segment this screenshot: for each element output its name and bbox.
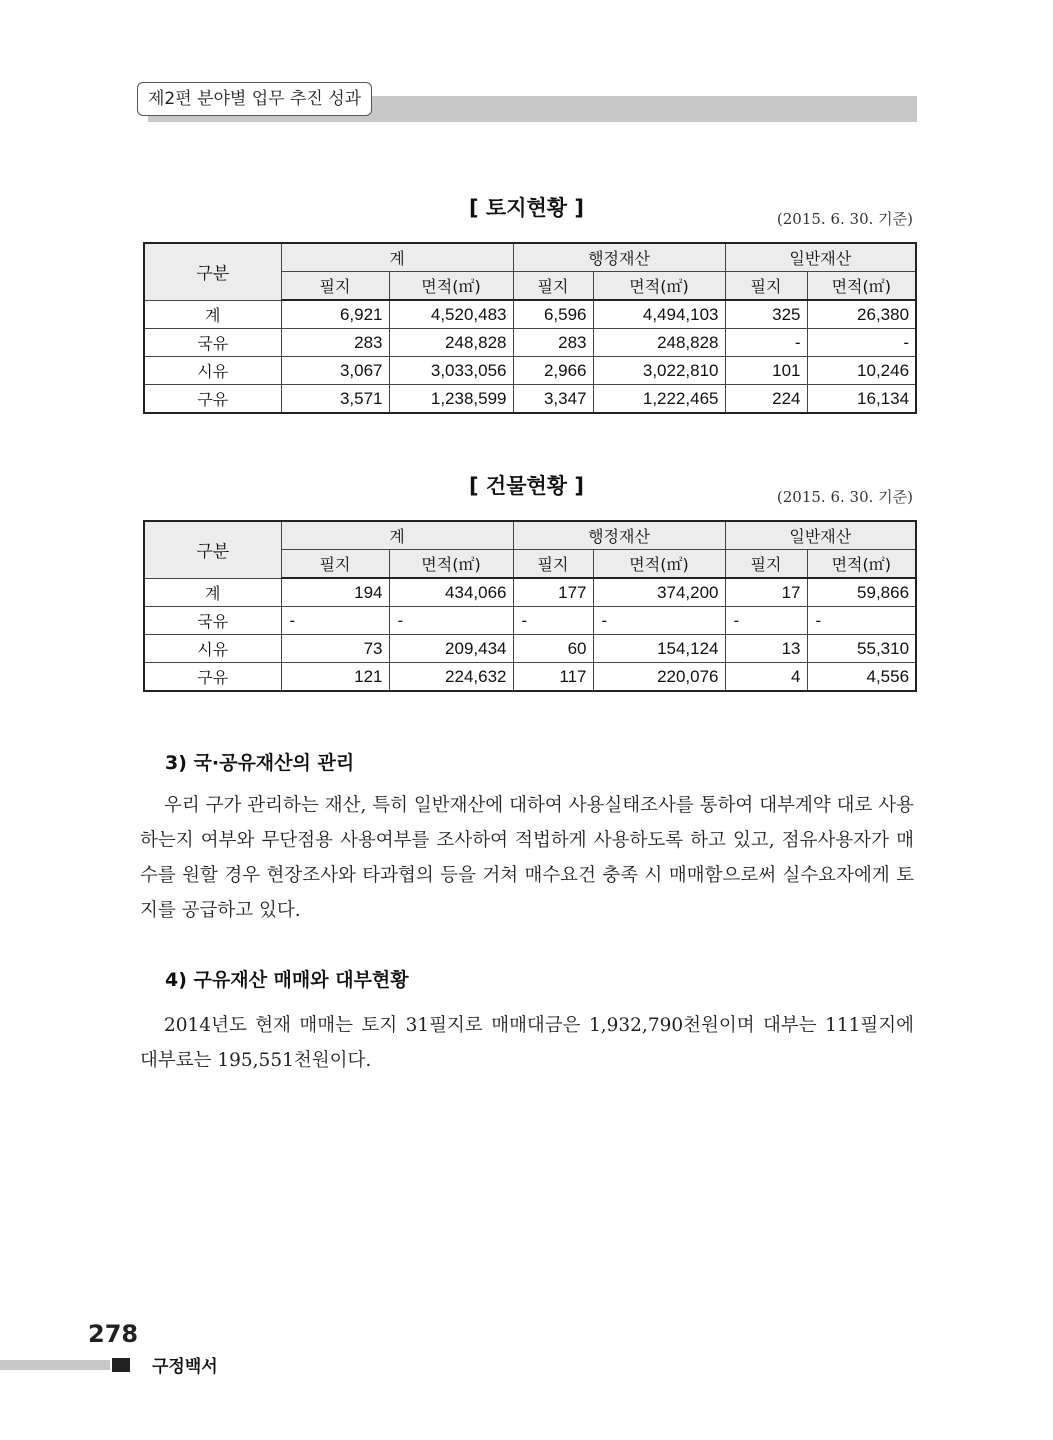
- sub-header: 필지: [281, 272, 389, 301]
- sub-header: 필지: [725, 550, 807, 579]
- body-paragraph: 2014년도 현재 매매는 토지 31필지로 매매대금은 1,932,790천원이며 대부는 111필지에 대부료는 195,551천원이다.: [140, 1015, 914, 1071]
- table-cell: 13: [725, 635, 807, 663]
- table-cell: 194: [281, 578, 389, 607]
- table-cell: 220,076: [593, 663, 725, 692]
- table-cell: -: [389, 607, 513, 635]
- table-cell: -: [513, 607, 593, 635]
- table-cell: 154,124: [593, 635, 725, 663]
- land-table: [143, 242, 917, 414]
- sub-header: 필지: [281, 550, 389, 579]
- table-cell: 10,246: [807, 357, 916, 385]
- table-cell: 3,571: [281, 385, 389, 414]
- table-cell: 121: [281, 663, 389, 692]
- table-cell: 4,494,103: [593, 300, 725, 329]
- group-header: 행정재산: [513, 243, 725, 272]
- row-label: 구유: [144, 663, 281, 692]
- chapter-label: 제2편 분야별 업무 추진 성과: [137, 82, 372, 116]
- table-cell: -: [725, 329, 807, 357]
- group-header: 계: [281, 521, 513, 550]
- corner-header: 구분: [144, 243, 281, 300]
- body-paragraph: 우리 구가 관리하는 재산, 특히 일반재산에 대하여 사용실태조사를 통하여 대부계약 대로 사용하는지 여부와 무단점용 사용여부를 조사하여 적법하게 사용하도록 하고 있고, 점유사용자가 매수를 원할 경우 현장조사와 타과협의 등을 거쳐 매수요건 충족 시 매매함으로써 실수요자에게 토지를 공급하고 있다.: [140, 795, 914, 921]
- row-label: 국유: [144, 607, 281, 635]
- table-cell: 177: [513, 578, 593, 607]
- sub-header: 필지: [725, 272, 807, 301]
- table-cell: 3,033,056: [389, 357, 513, 385]
- table-row: [144, 663, 916, 692]
- row-label: 시유: [144, 357, 281, 385]
- table-cell: 4: [725, 663, 807, 692]
- book-title: 구정백서: [152, 1357, 218, 1377]
- footer-bar: [0, 1360, 110, 1370]
- table-cell: 224: [725, 385, 807, 414]
- sub-header: 면적(㎡): [593, 550, 725, 579]
- table-cell: 224,632: [389, 663, 513, 692]
- building-table: [143, 520, 917, 692]
- table-cell: 283: [513, 329, 593, 357]
- table-cell: 6,596: [513, 300, 593, 329]
- table-cell: 59,866: [807, 578, 916, 607]
- table-cell: 16,134: [807, 385, 916, 414]
- table-cell: -: [725, 607, 807, 635]
- table-cell: -: [807, 329, 916, 357]
- row-label: 계: [144, 578, 281, 607]
- group-header: 일반재산: [725, 243, 916, 272]
- table-row: [144, 578, 916, 607]
- row-label: 구유: [144, 385, 281, 414]
- table-cell: 248,828: [389, 329, 513, 357]
- sub-header: 면적(㎡): [389, 272, 513, 301]
- group-header: 일반재산: [725, 521, 916, 550]
- sub-header: 필지: [513, 272, 593, 301]
- table-cell: 4,520,483: [389, 300, 513, 329]
- table-cell: 1,238,599: [389, 385, 513, 414]
- table-row: [144, 607, 916, 635]
- table-cell: 17: [725, 578, 807, 607]
- group-header: 행정재산: [513, 521, 725, 550]
- corner-header: 구분: [144, 521, 281, 578]
- row-label: 계: [144, 300, 281, 329]
- table-cell: 26,380: [807, 300, 916, 329]
- sub-header: 면적(㎡): [807, 272, 916, 301]
- table-cell: 248,828: [593, 329, 725, 357]
- table-cell: 3,347: [513, 385, 593, 414]
- table-cell: 117: [513, 663, 593, 692]
- table-cell: 209,434: [389, 635, 513, 663]
- table-cell: 374,200: [593, 578, 725, 607]
- table-cell: 1,222,465: [593, 385, 725, 414]
- building-table-title: [ 건물현황 ]: [469, 474, 584, 498]
- table-row: [144, 357, 916, 385]
- land-table-note: (2015. 6. 30. 기준): [776, 210, 913, 228]
- table-cell: 60: [513, 635, 593, 663]
- table-cell: -: [281, 607, 389, 635]
- table-cell: -: [593, 607, 725, 635]
- table-cell: 6,921: [281, 300, 389, 329]
- table-cell: 2,966: [513, 357, 593, 385]
- table-cell: 73: [281, 635, 389, 663]
- table-cell: 325: [725, 300, 807, 329]
- footer-square-mark: [112, 1358, 130, 1372]
- row-label: 시유: [144, 635, 281, 663]
- land-table-title: [ 토지현황 ]: [469, 196, 584, 220]
- section-heading: 3) 국·공유재산의 관리: [165, 752, 355, 774]
- row-label: 국유: [144, 329, 281, 357]
- table-cell: 283: [281, 329, 389, 357]
- sub-header: 면적(㎡): [389, 550, 513, 579]
- table-row: [144, 385, 916, 414]
- building-table-note: (2015. 6. 30. 기준): [776, 488, 913, 506]
- table-cell: 55,310: [807, 635, 916, 663]
- sub-header: 면적(㎡): [807, 550, 916, 579]
- page-number: 278: [88, 1320, 139, 1348]
- section-heading: 4) 구유재산 매매와 대부현황: [165, 969, 409, 991]
- table-cell: 4,556: [807, 663, 916, 692]
- table-row: [144, 329, 916, 357]
- group-header: 계: [281, 243, 513, 272]
- table-cell: -: [807, 607, 916, 635]
- sub-header: 면적(㎡): [593, 272, 725, 301]
- table-cell: 434,066: [389, 578, 513, 607]
- table-cell: 3,067: [281, 357, 389, 385]
- table-cell: 101: [725, 357, 807, 385]
- sub-header: 필지: [513, 550, 593, 579]
- table-row: [144, 635, 916, 663]
- table-cell: 3,022,810: [593, 357, 725, 385]
- table-row: [144, 300, 916, 329]
